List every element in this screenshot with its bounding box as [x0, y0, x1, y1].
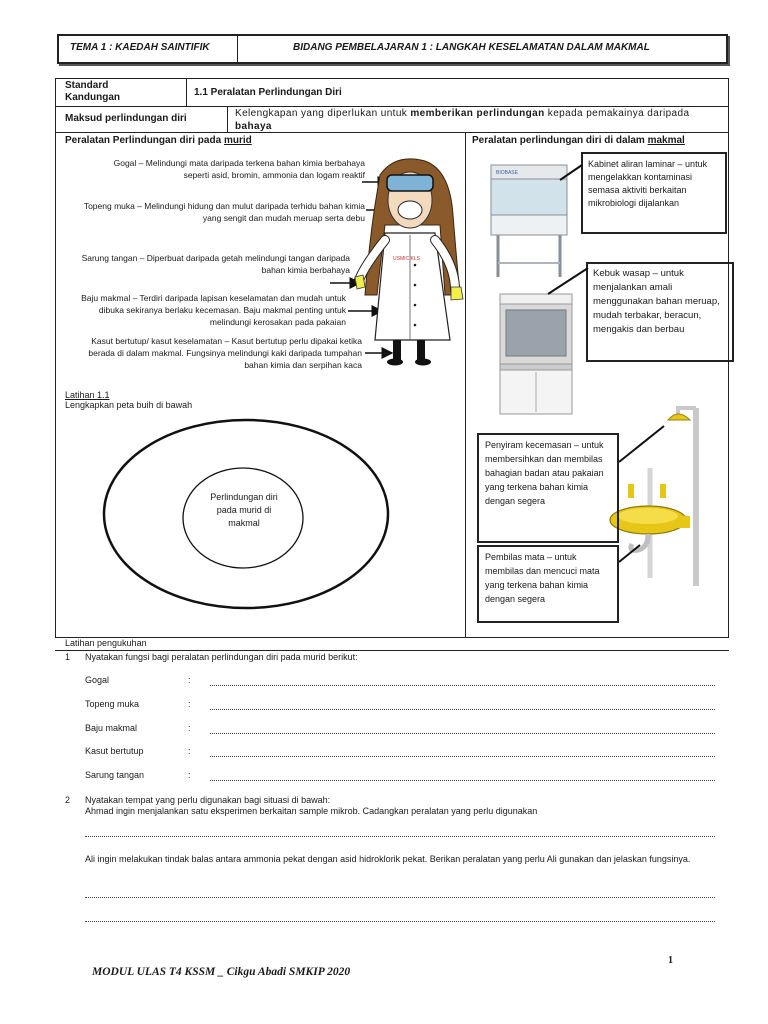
line-fume: [548, 268, 588, 294]
q1-colon-5: :: [188, 770, 191, 780]
q2-text: Nyatakan tempat yang perlu digunakan bagi situasi di bawah:: [85, 795, 331, 805]
answer-line-topeng[interactable]: [210, 708, 715, 710]
footer-module: MODUL ULAS T4 KSSM _ Cikgu Abadi SMKIP 2020: [92, 966, 351, 978]
q1-colon-3: :: [188, 723, 191, 733]
standard-label: Standard Kandungan: [65, 80, 120, 103]
q1-text: Nyatakan fungsi bagi peralatan perlindungan diri pada murid berikut:: [85, 652, 358, 662]
line-laminar: [560, 165, 582, 180]
page-number: 1: [668, 955, 673, 966]
q1-item-kasut: Kasut bertutup: [85, 746, 144, 756]
latihan-instruction: Lengkapkan peta buih di bawah: [65, 400, 193, 410]
line-eyewash: [619, 545, 640, 562]
q1-colon-4: :: [188, 746, 191, 756]
pengukuhan-rule: [55, 650, 729, 651]
figure-tag: USMIC KLS: [393, 256, 420, 262]
q1-item-baju: Baju makmal: [85, 723, 138, 733]
q1-number: 1: [65, 652, 71, 662]
answer-line-sarung[interactable]: [210, 779, 715, 781]
callout-fume: Kebuk wasap – untuk menjalankan amali menggunakan bahan meruap, mudah terbakar, beracun, mengakis dan berbau: [593, 268, 720, 335]
q2-situation-b: Ali ingin melakukan tindak balas antara ammonia pekat dengan asid hidroklorik pekat. Berikan peralatan yang perlu Ali gunakan dan jelaskan fungsinya.: [85, 854, 691, 864]
bubble-text: Perlindungan diri pada murid di makmal: [210, 492, 278, 528]
standard-value: 1.1 Peralatan Perlindungan Diri: [194, 87, 342, 98]
callout-eyewash: Pembilas mata – untuk membilas dan mencuci mata yang terkena bahan kimia dengan segera: [485, 552, 600, 604]
q1-item-topeng: Topeng muka: [85, 699, 140, 709]
pengukuhan-title: Latihan pengukuhan: [65, 638, 147, 648]
line-shower: [619, 426, 664, 462]
answer-line-q2a[interactable]: [85, 835, 715, 837]
answer-line-q2b-2[interactable]: [85, 920, 715, 922]
q1-item-sarung: Sarung tangan: [85, 770, 145, 780]
item-gogal: Gogal – Melindungi mata daripada terkena bahan kimia berbahaya seperti asid, bromin, ammonia dan logam reaktif: [113, 158, 365, 180]
item-topeng: Topeng muka – Melindungi hidung dan mulut daripada terhidu bahan kimia yang sengit dan mudah meruap serta debu: [83, 201, 365, 223]
cabinet-brand: BIOBASE: [496, 170, 518, 176]
latihan-title: Latihan 1.1: [65, 390, 110, 400]
callout-shower: Penyiram kecemasan – untuk membersihkan dan membilas bahagian badan atau pakaian yang terkena bahan kimia dengan segera: [485, 440, 604, 506]
q1-colon-1: :: [188, 675, 191, 685]
left-heading: Peralatan Perlindungan diri pada murid: [65, 135, 252, 146]
callout-laminar: Kabinet aliran laminar – untuk mengelakkan kontaminasi semasa aktiviti berkaitan mikrobiologi dijalankan: [588, 159, 708, 208]
item-kasut: Kasut bertutup/ kasut keselamatan – Kasut bertutup perlu dipakai ketika berada di dalam makmal. Fungsinya melindungi kaki daripada tumpahan bahan kimia dan serpihan kaca: [88, 336, 362, 370]
header-tema: TEMA 1 : KAEDAH SAINTIFIK: [70, 42, 210, 53]
q2-situation-a: Ahmad ingin menjalankan satu eksperimen berkaitan sample mikrob. Cadangkan peralatan yang perlu digunakan: [85, 806, 538, 816]
header-bidang: BIDANG PEMBELAJARAN 1 : LANGKAH KESELAMATAN DALAM MAKMAL: [293, 42, 650, 53]
q1-item-gogal: Gogal: [85, 675, 110, 685]
answer-line-kasut[interactable]: [210, 755, 715, 757]
q1-colon-2: :: [188, 699, 191, 709]
maksud-label: Maksud perlindungan diri: [65, 113, 187, 124]
right-heading: Peralatan perlindungan diri di dalam makmal: [472, 135, 685, 146]
maksud-text: Kelengkapan yang diperlukan untuk memberikan perlindungan kepada pemakainya daripada bahaya: [235, 108, 690, 132]
answer-line-baju[interactable]: [210, 732, 715, 734]
item-sarung: Sarung tangan – Diperbuat daripada getah melindungi tangan daripada bahan kimia berbahaya: [81, 253, 350, 275]
item-baju: Baju makmal – Terdiri daripada lapisan keselamatan dan mudah untuk dibuka sekiranya berlaku kecemasan. Baju makmal penting untuk melindungi kerosakan pada pakaian: [81, 293, 346, 327]
answer-line-q2b-1[interactable]: [85, 896, 715, 898]
answer-line-gogal[interactable]: [210, 684, 715, 686]
q2-number: 2: [65, 795, 71, 805]
